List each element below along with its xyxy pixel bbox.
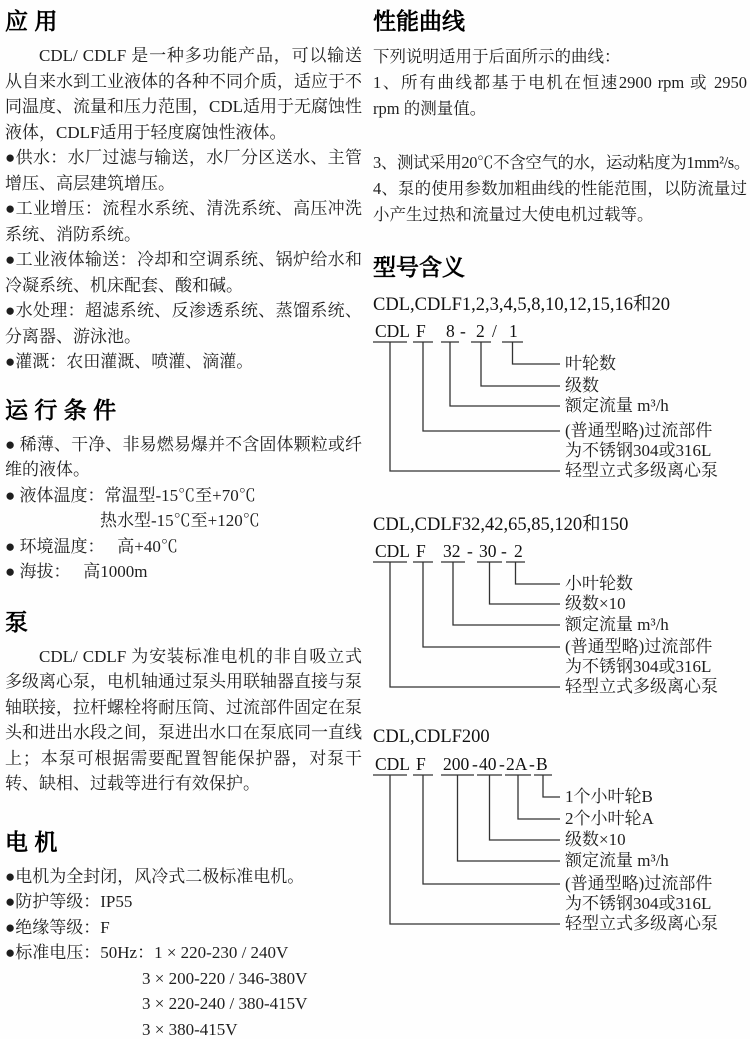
operating-bullet-ambient-temp: ● 环境温度： 高+40℃ <box>5 536 178 556</box>
curves-intro: 下列说明适用于后面所示的曲线： <box>373 47 621 66</box>
model-diagram-3 <box>373 753 747 939</box>
diagram-label: 为不锈钢304或316L <box>565 441 712 460</box>
model-diagram-2 <box>373 540 747 700</box>
model-series-1: CDL,CDLF1,2,3,4,5,8,10,12,15,16和20 <box>373 295 671 315</box>
code-token: 30 <box>479 541 497 561</box>
heading-application: 应 用 <box>5 8 58 34</box>
heading-model-designation: 型号含义 <box>373 254 465 280</box>
diagram-label: 为不锈钢304或316L <box>565 894 712 913</box>
model-series-2: CDL,CDLF32,42,65,85,120和150 <box>373 515 629 535</box>
code-token: - <box>467 541 473 561</box>
heading-operating-conditions: 运 行 条 件 <box>5 396 117 423</box>
left-column <box>5 8 362 1039</box>
motor-voltage-lead: ●标准电压：50Hz：1 × 220-230 / 240V <box>5 943 289 962</box>
pump-description: CDL/ CDLF 为安装标准电机的非自吸立式多级离心泵，电机轴通过泵头用联轴器直接与泵轴联接，拉杆螺栓将耐压筒、过流部件固定在泵头和进出水段之间，泵进出水口在泵底同一直线上；本泵可根据需要配置智能保护器，对泵干转、缺相、过载等进行有效保护。 <box>5 646 362 793</box>
motor-voltage-line: 3 × 220-240 / 380-415V <box>142 994 308 1013</box>
model-series-3: CDL,CDLF200 <box>373 727 490 747</box>
operating-bullet-liquid: ● 稀薄、干净、非易燃易爆并不含固体颗粒或纤维的液体。 <box>5 434 362 479</box>
motor-bullet-insulation-class: ●绝缘等级：F <box>5 917 110 937</box>
diagram-label: 小叶轮数 <box>565 574 633 593</box>
code-token: CDL <box>375 754 410 774</box>
application-bullet-water-treatment: ●水处理：超滤系统、反渗透系统、蒸馏系统、分离器、游泳池。 <box>5 301 362 346</box>
diagram-label: (普通型略)过流部件 <box>565 874 713 893</box>
curves-note-3: 3、测试采用20℃不含空气的水，运动粘度为1mm²/s。 <box>373 153 750 172</box>
code-token: 2 <box>476 321 485 341</box>
diagram-label: 额定流量 m³/h <box>565 851 669 870</box>
diagram-label: 为不锈钢304或316L <box>565 657 712 676</box>
diagram-label: 额定流量 m³/h <box>565 396 669 415</box>
operating-bullet-liquid-temp: ● 液体温度：常温型-15℃至+70℃ <box>5 485 256 505</box>
code-token: - <box>501 541 507 561</box>
motor-bullet-protection-class: ●防护等级：IP55 <box>5 892 133 911</box>
code-token: F <box>416 541 426 561</box>
code-token: - <box>529 754 535 774</box>
diagram-label: 轻型立式多级离心泵 <box>565 914 718 933</box>
code-token: / <box>492 321 497 341</box>
motor-bullet-enclosure: ●电机为全封闭，风冷式二极标准电机。 <box>5 866 305 886</box>
application-bullet-irrigation: ●灌溉：农田灌溉、喷灌、滴灌。 <box>5 352 254 371</box>
application-bullet-water-supply: ●供水：水厂过滤与输送，水厂分区送水、主管增压、高层建筑增压。 <box>5 148 362 193</box>
operating-bullet-altitude: ● 海拔： 高1000m <box>5 562 148 581</box>
diagram-label: 2个小叶轮A <box>565 809 654 828</box>
code-token: 32 <box>443 541 461 561</box>
model-diagram-1 <box>373 320 747 486</box>
code-token: - <box>460 321 466 341</box>
code-token: 2A <box>506 754 528 774</box>
diagram-label: 级数 <box>565 376 599 395</box>
diagram-label: 1个小叶轮B <box>565 787 653 806</box>
heading-performance-curves: 性能曲线 <box>373 8 465 34</box>
code-token: B <box>536 754 548 774</box>
application-bullet-liquid-transfer: ●工业液体输送：冷却和空调系统、锅炉给水和冷凝系统、机床配套、酸和碱。 <box>5 250 362 295</box>
application-intro: CDL/ CDLF 是一种多功能产品，可以输送从自来水到工业液体的各种不同介质，适应于不同温度、流量和压力范围，CDL适用于无腐蚀性液体，CDLF适用于轻度腐蚀性液体。 <box>5 46 362 142</box>
code-token: - <box>499 754 505 774</box>
code-token: 40 <box>479 754 497 774</box>
code-token: F <box>416 321 426 341</box>
heading-motor: 电 机 <box>5 828 58 855</box>
code-token: 200 <box>443 754 470 774</box>
motor-voltage-line: 3 × 380-415V <box>142 1019 238 1039</box>
code-token: CDL <box>375 321 410 341</box>
diagram-label: 轻型立式多级离心泵 <box>565 677 718 696</box>
diagram-label: 额定流量 m³/h <box>565 615 669 634</box>
operating-liquid-temp-hot: 热水型-15℃至+120℃ <box>100 511 260 530</box>
curves-note-4: 4、泵的使用参数加粗曲线的性能范围，以防流量过小产生过热和流量过大使电机过载等。 <box>373 179 747 224</box>
diagram-label: (普通型略)过流部件 <box>565 637 713 656</box>
motor-voltage-line: 3 × 200-220 / 346-380V <box>142 968 308 988</box>
curves-note-1: 1、所有曲线都基于电机在恒速2900 rpm 或 2950 rpm 的测量值。 <box>373 73 747 118</box>
right-column <box>373 8 750 939</box>
code-token: CDL <box>375 541 410 561</box>
code-token: F <box>416 754 426 774</box>
diagram-label: 级数×10 <box>565 594 626 613</box>
code-token: 8 <box>446 321 455 341</box>
diagram-label: 轻型立式多级离心泵 <box>565 461 718 480</box>
code-token: 1 <box>509 321 518 341</box>
diagram-label: (普通型略)过流部件 <box>565 421 713 440</box>
diagram-label: 叶轮数 <box>565 354 616 373</box>
heading-pump: 泵 <box>5 608 28 635</box>
application-bullet-industrial-boost: ●工业增压：流程水系统、清洗系统、高压冲洗系统、消防系统。 <box>5 199 362 244</box>
code-token: - <box>472 754 478 774</box>
diagram-label: 级数×10 <box>565 830 626 849</box>
code-token: 2 <box>514 541 523 561</box>
